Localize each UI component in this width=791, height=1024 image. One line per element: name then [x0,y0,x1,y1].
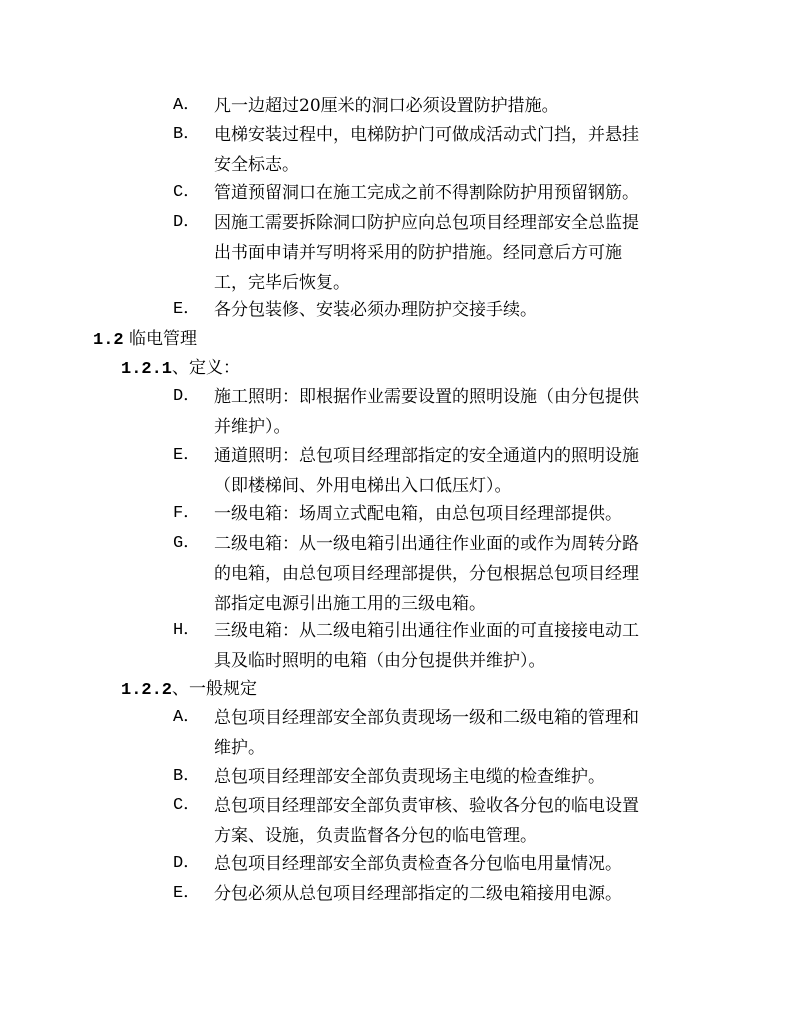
list-marker: D． [173,854,201,873]
text-line: 二级电箱：从一级电箱引出通往作业面的或作为周转分路 [214,534,639,554]
text-line: 具及临时照明的电箱（由分包提供并维护）。 [214,651,546,671]
list-marker: B． [173,125,201,144]
subsection-heading [121,353,240,383]
list-item-text [214,849,704,879]
text-line: 部指定电源引出施工用的三级电箱。 [214,594,486,614]
text-line: 总包项目经理部安全部负责现场一级和二级电箱的管理和 [214,708,639,728]
subsection-title: 、一般规定 [172,679,258,699]
text-line: 出书面申请并写明将采用的防护措施。经同意后方可施 [214,243,622,263]
subsection-heading [121,674,257,704]
list-item-text [214,616,704,676]
text-line: 各分包装修、安装必须办理防护交接手续。 [214,300,537,320]
list-marker: E． [173,446,201,465]
list-item-text [214,703,704,763]
list-marker: D． [173,387,201,406]
list-marker: G． [173,534,201,553]
text-line: 方案、设施，负责监督各分包的临电管理。 [214,826,537,846]
text-line: 的电箱，由总包项目经理部提供，分包根据总包项目经理 [214,564,639,584]
list-item-text [214,879,704,909]
text-line: 管道预留洞口在施工完成之前不得割除防护用预留钢筋。 [214,183,639,203]
list-item-text [214,208,704,298]
list-item-text [214,762,704,792]
list-item-text [214,120,704,180]
list-marker: H． [173,621,201,640]
list-item-text [214,91,704,121]
list-marker: D． [173,213,201,232]
section-title: 临电管理 [129,329,198,349]
text-line: 安全标志。 [214,155,299,175]
section-number: 1.2 [93,331,124,350]
list-item-text [214,178,704,208]
text-line: 电梯安装过程中，电梯防护门可做成活动式门挡，并悬挂 [214,125,639,145]
list-marker: E． [173,884,201,903]
text-line: 通道照明：总包项目经理部指定的安全通道内的照明设施 [214,446,639,466]
list-marker: A． [173,96,201,115]
list-marker: A． [173,708,201,727]
text-line: 凡一边超过20厘米的洞口必须设置防护措施。 [214,96,559,116]
list-item-text [214,529,704,619]
section-heading [93,324,197,354]
list-item-text [214,382,704,442]
list-item-text [214,441,704,501]
text-line: 工，完毕后恢复。 [214,273,350,293]
list-marker: B． [173,767,201,786]
text-line: 维护。 [214,738,265,758]
text-line: 并维护）。 [214,417,291,437]
text-line: 总包项目经理部安全部负责现场主电缆的检查维护。 [214,767,605,787]
list-item-text [214,499,704,529]
text-line: 三级电箱：从二级电箱引出通往作业面的可直接接电动工 [214,621,639,641]
list-marker: C． [173,796,201,815]
text-line: （即楼梯间、外用电梯出入口低压灯）。 [214,476,512,496]
subsection-number: 1.2.2 [121,681,173,700]
text-line: 因施工需要拆除洞口防护应向总包项目经理部安全总监提 [214,213,639,233]
text-line: 总包项目经理部安全部负责检查各分包临电用量情况。 [214,854,622,874]
text-line: 一级电箱：场周立式配电箱，由总包项目经理部提供。 [214,504,622,524]
list-item-text [214,295,704,325]
list-item-text [214,791,704,851]
subsection-title: 、定义： [172,358,241,378]
list-marker: E． [173,300,201,319]
text-line: 施工照明：即根据作业需要设置的照明设施（由分包提供 [214,387,639,407]
text-line: 总包项目经理部安全部负责审核、验收各分包的临电设置 [214,796,639,816]
text-line: 分包必须从总包项目经理部指定的二级电箱接用电源。 [214,884,622,904]
list-marker: F． [173,504,201,523]
subsection-number: 1.2.1 [121,360,173,379]
list-marker: C． [173,183,201,202]
